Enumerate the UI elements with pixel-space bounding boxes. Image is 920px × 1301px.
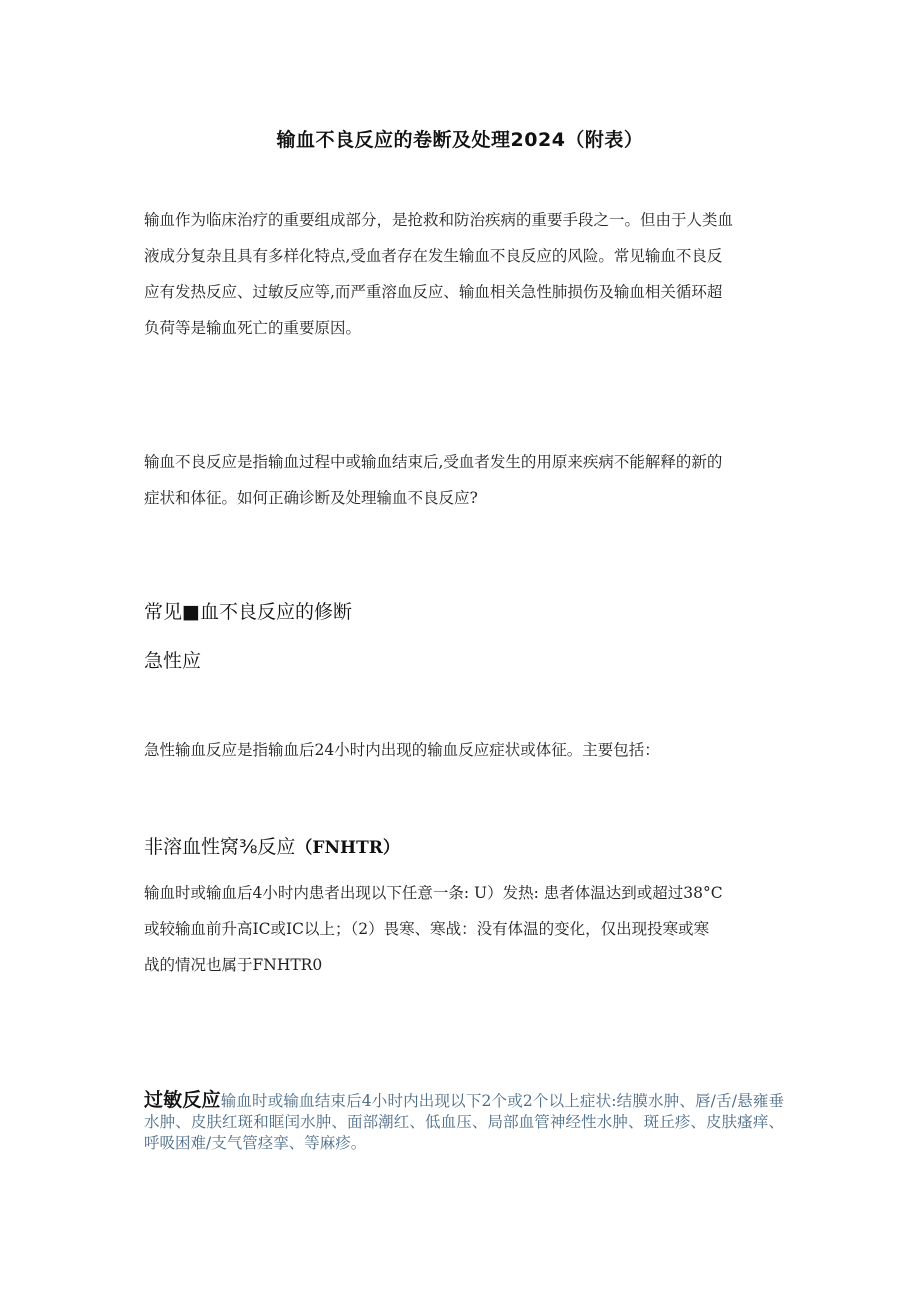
fnhtr-line: 战的情况也属于FNHTR0 xyxy=(144,956,323,974)
section-heading-acute: 急性应 xyxy=(144,650,202,672)
fnhtr-line: 或较输血前升高IC或IC以上；（2）畏寒、寒战：没有体温的变化，仅出现投寒或寒 xyxy=(144,920,710,938)
acute-description xyxy=(144,740,784,776)
fnhtr-heading-text: 非溶血性窝⅜反应 xyxy=(144,836,296,858)
fnhtr-line: 输血时或输血后4小时内患者出现以下任意一条: U）发热: 患者体温达到或超过38°C xyxy=(144,884,723,902)
intro-line: 负荷等是输血死亡的重要原因。 xyxy=(144,319,362,337)
intro-paragraph xyxy=(144,210,784,354)
definition-paragraph xyxy=(144,452,784,524)
document-title: 输血不良反应的卷断及处理2024（附表） xyxy=(276,129,644,151)
intro-line: 液成分复杂且具有多样化特点,受血者存在发生输血不良反应的风险。常见输血不良反 xyxy=(144,247,723,265)
intro-line: 输血作为临床治疗的重要组成部分，是抢救和防治疾病的重要手段之一。但由于人类血 xyxy=(144,211,734,229)
allergy-heading: 过敏反应 xyxy=(144,1089,221,1111)
definition-line: 症状和体征。如何正确诊断及处理输血不良反应? xyxy=(144,489,478,507)
intro-line: 应有发热反应、过敏反应等,而严重溶血反应、输血相关急性肺损伤及输血相关循环超 xyxy=(144,283,723,301)
definition-line: 输血不良反应是指输血过程中或输血结束后,受血者发生的用原来疾病不能解释的新的 xyxy=(144,453,723,471)
acute-line: 急性输血反应是指输血后24小时内出现的输血反应症状或体征。主要包括： xyxy=(144,741,660,759)
fnhtr-abbreviation: （FNHTR） xyxy=(295,838,400,858)
allergy-text: 输血时或输血结束后4小时内出现以下2个或2个以上症状:结膜水肿、唇/舌/悬雍垂水肿、皮肤红斑和眶闰水肿、面部潮红、低血压、局部血管神经性水肿、斑丘疹、皮肤瘙痒、呼吸困难/支气管痉挛、等麻疹。 xyxy=(144,1092,784,1152)
section-heading-common: 常见■血不良反应的修断 xyxy=(144,601,352,623)
allergy-paragraph xyxy=(144,1090,784,1154)
fnhtr-paragraph xyxy=(144,883,784,991)
section-heading-fnhtr xyxy=(144,832,400,859)
